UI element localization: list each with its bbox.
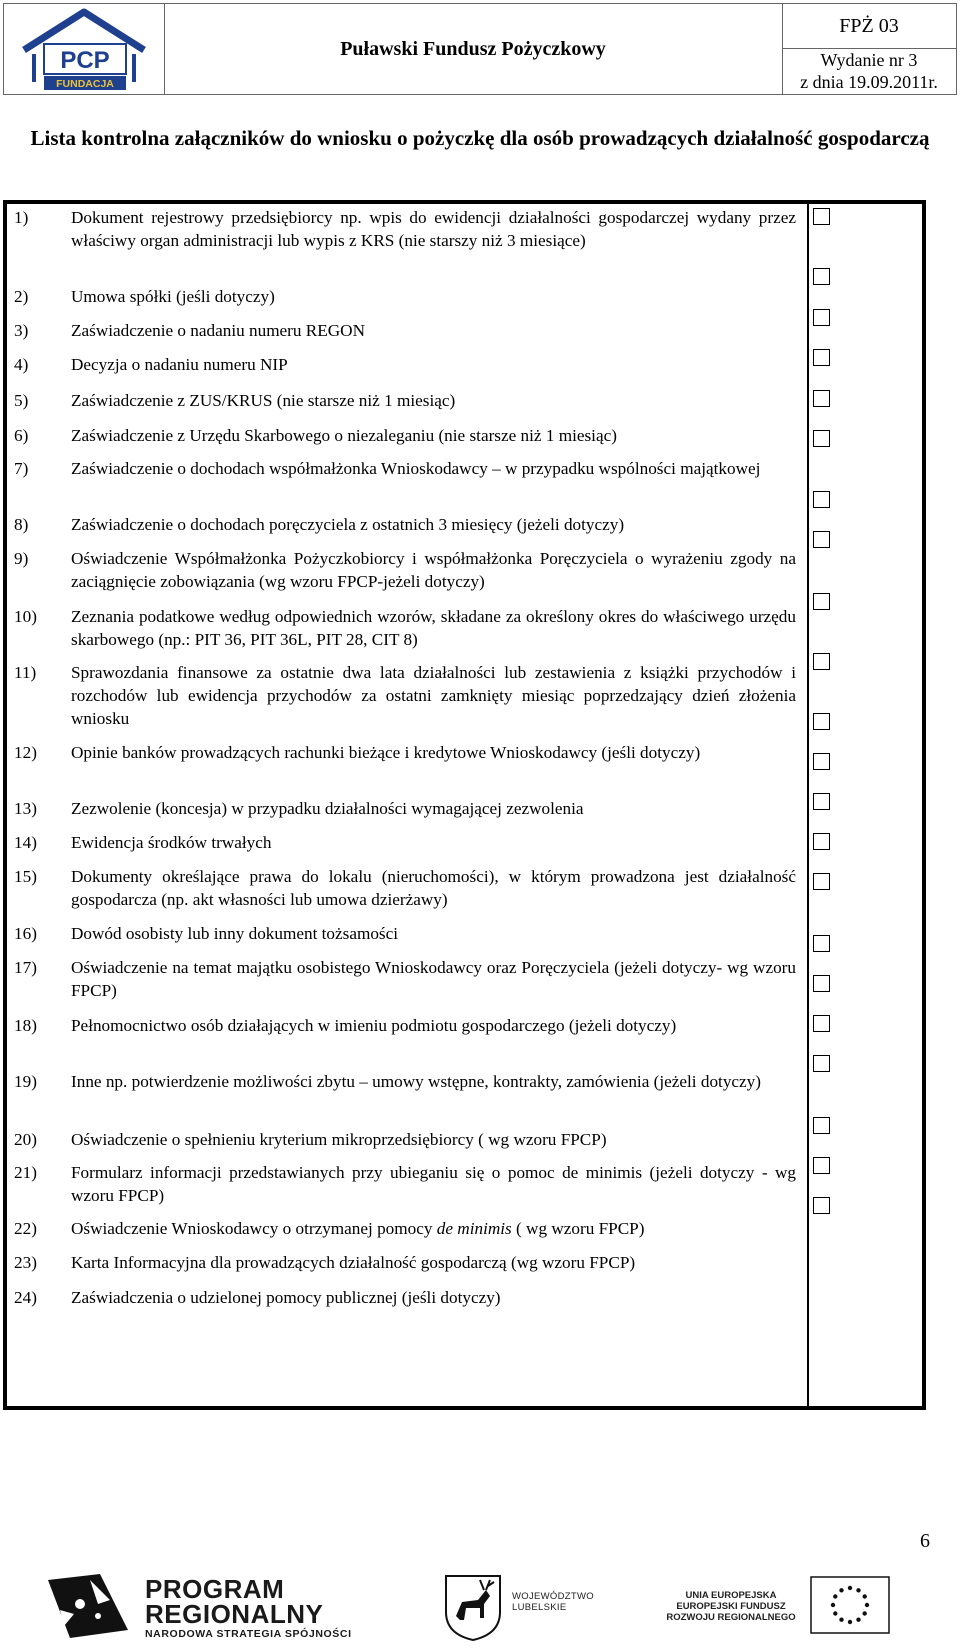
item-text: Zaświadczenie o nadaniu numeru REGON — [71, 321, 366, 340]
eu-star-icon — [839, 1588, 843, 1592]
eu-star-icon — [848, 1620, 852, 1624]
item-number: 1) — [14, 208, 29, 227]
list-item — [14, 457, 796, 480]
eu-star-icon — [856, 1618, 860, 1622]
checkbox[interactable] — [813, 1015, 830, 1032]
list-item — [14, 1286, 796, 1309]
region-text — [512, 1591, 594, 1613]
program-line3: NARODOWA STRATEGIA SPÓJNOŚCI — [145, 1628, 352, 1640]
list-item — [14, 389, 796, 412]
item-number: 16) — [14, 924, 37, 943]
checkbox[interactable] — [813, 349, 830, 366]
region-line1: WOJEWÓDZTWO — [512, 1591, 594, 1602]
item-number: 21) — [14, 1163, 37, 1182]
list-item — [14, 797, 796, 820]
eu-star-icon — [833, 1611, 837, 1615]
checkbox[interactable] — [813, 390, 830, 407]
item-text: Pełnomocnictwo osób działających w imieniu podmiotu gospodarczego (jeżeli dotyczy) — [71, 1016, 677, 1035]
item-text-italic: de minimis — [436, 1219, 512, 1238]
item-text: Oświadczenie o spełnieniu kryterium mikroprzedsiębiorcy ( wg wzoru FPCP) — [71, 1130, 607, 1149]
checkbox[interactable] — [813, 873, 830, 890]
edition: Wydanie nr 3 — [820, 50, 918, 70]
eu-star-icon — [831, 1603, 835, 1607]
item-text: Zaświadczenia o udzielonej pomocy publicznej (jeśli dotyczy) — [71, 1288, 501, 1307]
item-number: 23) — [14, 1253, 37, 1272]
item-text: Dokument rejestrowy przedsiębiorcy np. wpis do ewidencji działalności gospodarczej wydany przez właściwy organ administracji lub wypis z KRS (nie starszy niż 3 miesiące) — [71, 208, 796, 250]
item-text: Zeznania podatkowe według odpowiednich wzorów, składane za określony okres do właściwego urzędu skarbowego (np.: PIT 36, PIT 36L, PIT 28, CIT 8) — [71, 607, 796, 649]
checkbox[interactable] — [813, 833, 830, 850]
item-text: Oświadczenie Współmałżonka Pożyczkobiorcy i współmałżonka Poręczyciela o wyrażeniu zgody na zaciągnięcie zobowiązania (wg wzoru FPCP-jeżeli dotyczy) — [71, 549, 796, 591]
region-line2: LUBELSKIE — [512, 1602, 567, 1613]
item-text-after: ( wg wzoru FPCP) — [511, 1219, 645, 1238]
list-item — [14, 1128, 796, 1151]
column-divider — [807, 204, 809, 1406]
item-text: Zaświadczenie z Urzędu Skarbowego o niezaleganiu (nie starsze niż 1 miesiąc) — [71, 426, 617, 445]
item-number: 6) — [14, 426, 29, 445]
item-text: Karta Informacyjna dla prowadzących działalność gospodarczą (wg wzoru FPCP) — [71, 1253, 636, 1272]
item-number: 22) — [14, 1219, 37, 1238]
list-item — [14, 513, 796, 536]
checkbox[interactable] — [813, 935, 830, 952]
eu-star-icon — [863, 1611, 867, 1615]
eu-star-icon — [863, 1594, 867, 1598]
item-text-before: Oświadczenie Wnioskodawcy o otrzymanej pomocy — [71, 1219, 437, 1238]
checkbox[interactable] — [813, 713, 830, 730]
checkbox[interactable] — [813, 753, 830, 770]
item-text: Umowa spółki (jeśli dotyczy) — [71, 287, 275, 306]
item-number: 10) — [14, 607, 37, 626]
list-item — [14, 1070, 796, 1093]
list-item — [14, 424, 796, 447]
checkbox[interactable] — [813, 593, 830, 610]
item-text: Zaświadczenie o dochodach współmałżonka Wnioskodawcy – w przypadku wspólności majątkowej — [71, 459, 761, 478]
item-text: Zaświadczenie o dochodach poręczyciela z ostatnich 3 miesięcy (jeżeli dotyczy) — [71, 515, 625, 534]
fpcp-logo-icon — [4, 4, 162, 94]
checkbox[interactable] — [813, 1197, 830, 1214]
item-text: Zezwolenie (koncesja) w przypadku działalności wymagającej zezwolenia — [71, 799, 584, 818]
edition-date: z dnia 19.09.2011r. — [800, 72, 938, 92]
item-number: 9) — [14, 549, 29, 568]
item-text: Oświadczenie na temat majątku osobistego Wnioskodawcy oraz Poręczyciela (jeżeli dotyczy- wg wzoru FPCP) — [71, 958, 796, 1000]
checkbox[interactable] — [813, 491, 830, 508]
item-number: 19) — [14, 1072, 37, 1091]
page-number: 6 — [920, 1530, 930, 1552]
item-text: Ewidencja środków trwałych — [71, 833, 272, 852]
item-text: Inne np. potwierdzenie możliwości zbytu – umowy wstępne, kontrakty, zamówienia (jeżeli dotyczy) — [71, 1072, 761, 1091]
item-text: Formularz informacji przedstawianych przy ubieganiu się o pomoc de minimis (jeżeli dotyczy - wg wzoru FPCP) — [71, 1163, 796, 1205]
program-line2: REGIONALNY — [145, 1599, 324, 1629]
eu-star-icon — [833, 1594, 837, 1598]
list-item — [14, 831, 796, 854]
checkbox[interactable] — [813, 1117, 830, 1134]
checkbox[interactable] — [813, 975, 830, 992]
checkbox[interactable] — [813, 793, 830, 810]
page-title: Lista kontrolna załączników do wniosku o pożyczkę dla osób prowadzących działalność gospodarczą — [30, 126, 930, 150]
item-number: 24) — [14, 1288, 37, 1307]
item-text: Zaświadczenie z ZUS/KRUS (nie starsze niż 1 miesiąc) — [71, 391, 456, 410]
list-item — [14, 661, 796, 730]
item-text — [71, 1217, 796, 1240]
item-number: 8) — [14, 515, 29, 534]
item-number: 14) — [14, 833, 37, 852]
checkbox[interactable] — [813, 309, 830, 326]
svg-text:PCP: PCP — [60, 47, 110, 74]
checkbox[interactable] — [813, 531, 830, 548]
program-regionalny-text — [145, 1574, 352, 1641]
item-number: 3) — [14, 321, 29, 340]
item-number: 20) — [14, 1130, 37, 1149]
item-number: 7) — [14, 459, 29, 478]
list-item — [14, 1014, 796, 1037]
document-header — [3, 3, 957, 95]
eu-line2: EUROPEJSKI FUNDUSZ — [676, 1601, 786, 1612]
item-number: 18) — [14, 1016, 37, 1035]
lubelskie-deer-crest-icon — [440, 1572, 506, 1642]
eu-star-icon — [856, 1588, 860, 1592]
list-item — [14, 319, 796, 342]
item-text: Dokumenty określające prawa do lokalu (nieruchomości), w którym prowadzona jest działalność gospodarcza (np. akt własności lub umowa dzierżawy) — [71, 867, 796, 909]
list-item — [14, 922, 796, 945]
item-text: Opinie banków prowadzących rachunki bieżące i kredytowe Wnioskodawcy (jeśli dotyczy) — [71, 743, 701, 762]
list-item — [14, 206, 796, 252]
eu-star-icon — [848, 1586, 852, 1590]
edition-cell — [782, 48, 956, 94]
checkbox[interactable] — [813, 1055, 830, 1072]
item-number: 17) — [14, 958, 37, 977]
checkbox[interactable] — [813, 208, 830, 225]
eu-line1: UNIA EUROPEJSKA — [685, 1590, 777, 1601]
eu-line3: ROZWOJU REGIONALNEGO — [666, 1612, 796, 1623]
list-item — [14, 353, 796, 376]
item-number: 15) — [14, 867, 37, 886]
svg-text:FUNDACJA: FUNDACJA — [56, 78, 114, 90]
item-number: 2) — [14, 287, 29, 306]
item-text: Sprawozdania finansowe za ostatnie dwa lata działalności lub zestawienia z książki przychodów i rozchodów lub ewidencja przychodów za ostatni zamknięty miesiąc poprzedzający dzień złożenia wniosku — [71, 663, 796, 728]
item-text: Dowód osobisty lub inny dokument tożsamości — [71, 924, 399, 943]
eu-star-icon — [839, 1618, 843, 1622]
list-item — [14, 956, 796, 1002]
program-regionalny-logo-icon — [40, 1570, 140, 1642]
doc-code: FPŻ 03 — [782, 4, 956, 49]
organization-name: Puławski Fundusz Pożyczkowy — [164, 4, 783, 94]
eu-fund-text — [662, 1590, 800, 1623]
item-number: 11) — [14, 663, 37, 682]
eu-flag-icon — [810, 1576, 890, 1634]
list-item — [14, 865, 796, 911]
item-number: 5) — [14, 391, 29, 410]
item-text: Decyzja o nadaniu numeru NIP — [71, 355, 288, 374]
checkbox[interactable] — [813, 653, 830, 670]
checkbox[interactable] — [813, 1157, 830, 1174]
logo-cell — [4, 4, 165, 94]
checkbox[interactable] — [813, 430, 830, 447]
item-number: 13) — [14, 799, 37, 818]
list-item — [14, 605, 796, 651]
list-item — [14, 1161, 796, 1207]
item-number: 12) — [14, 743, 37, 762]
list-item — [14, 547, 796, 593]
program-line1: PROGRAM — [145, 1574, 285, 1604]
list-item — [14, 1217, 796, 1240]
checkbox[interactable] — [813, 268, 830, 285]
item-number: 4) — [14, 355, 29, 374]
eu-star-icon — [865, 1603, 869, 1607]
list-item — [14, 741, 796, 764]
list-item — [14, 285, 796, 308]
list-item — [14, 1251, 796, 1274]
